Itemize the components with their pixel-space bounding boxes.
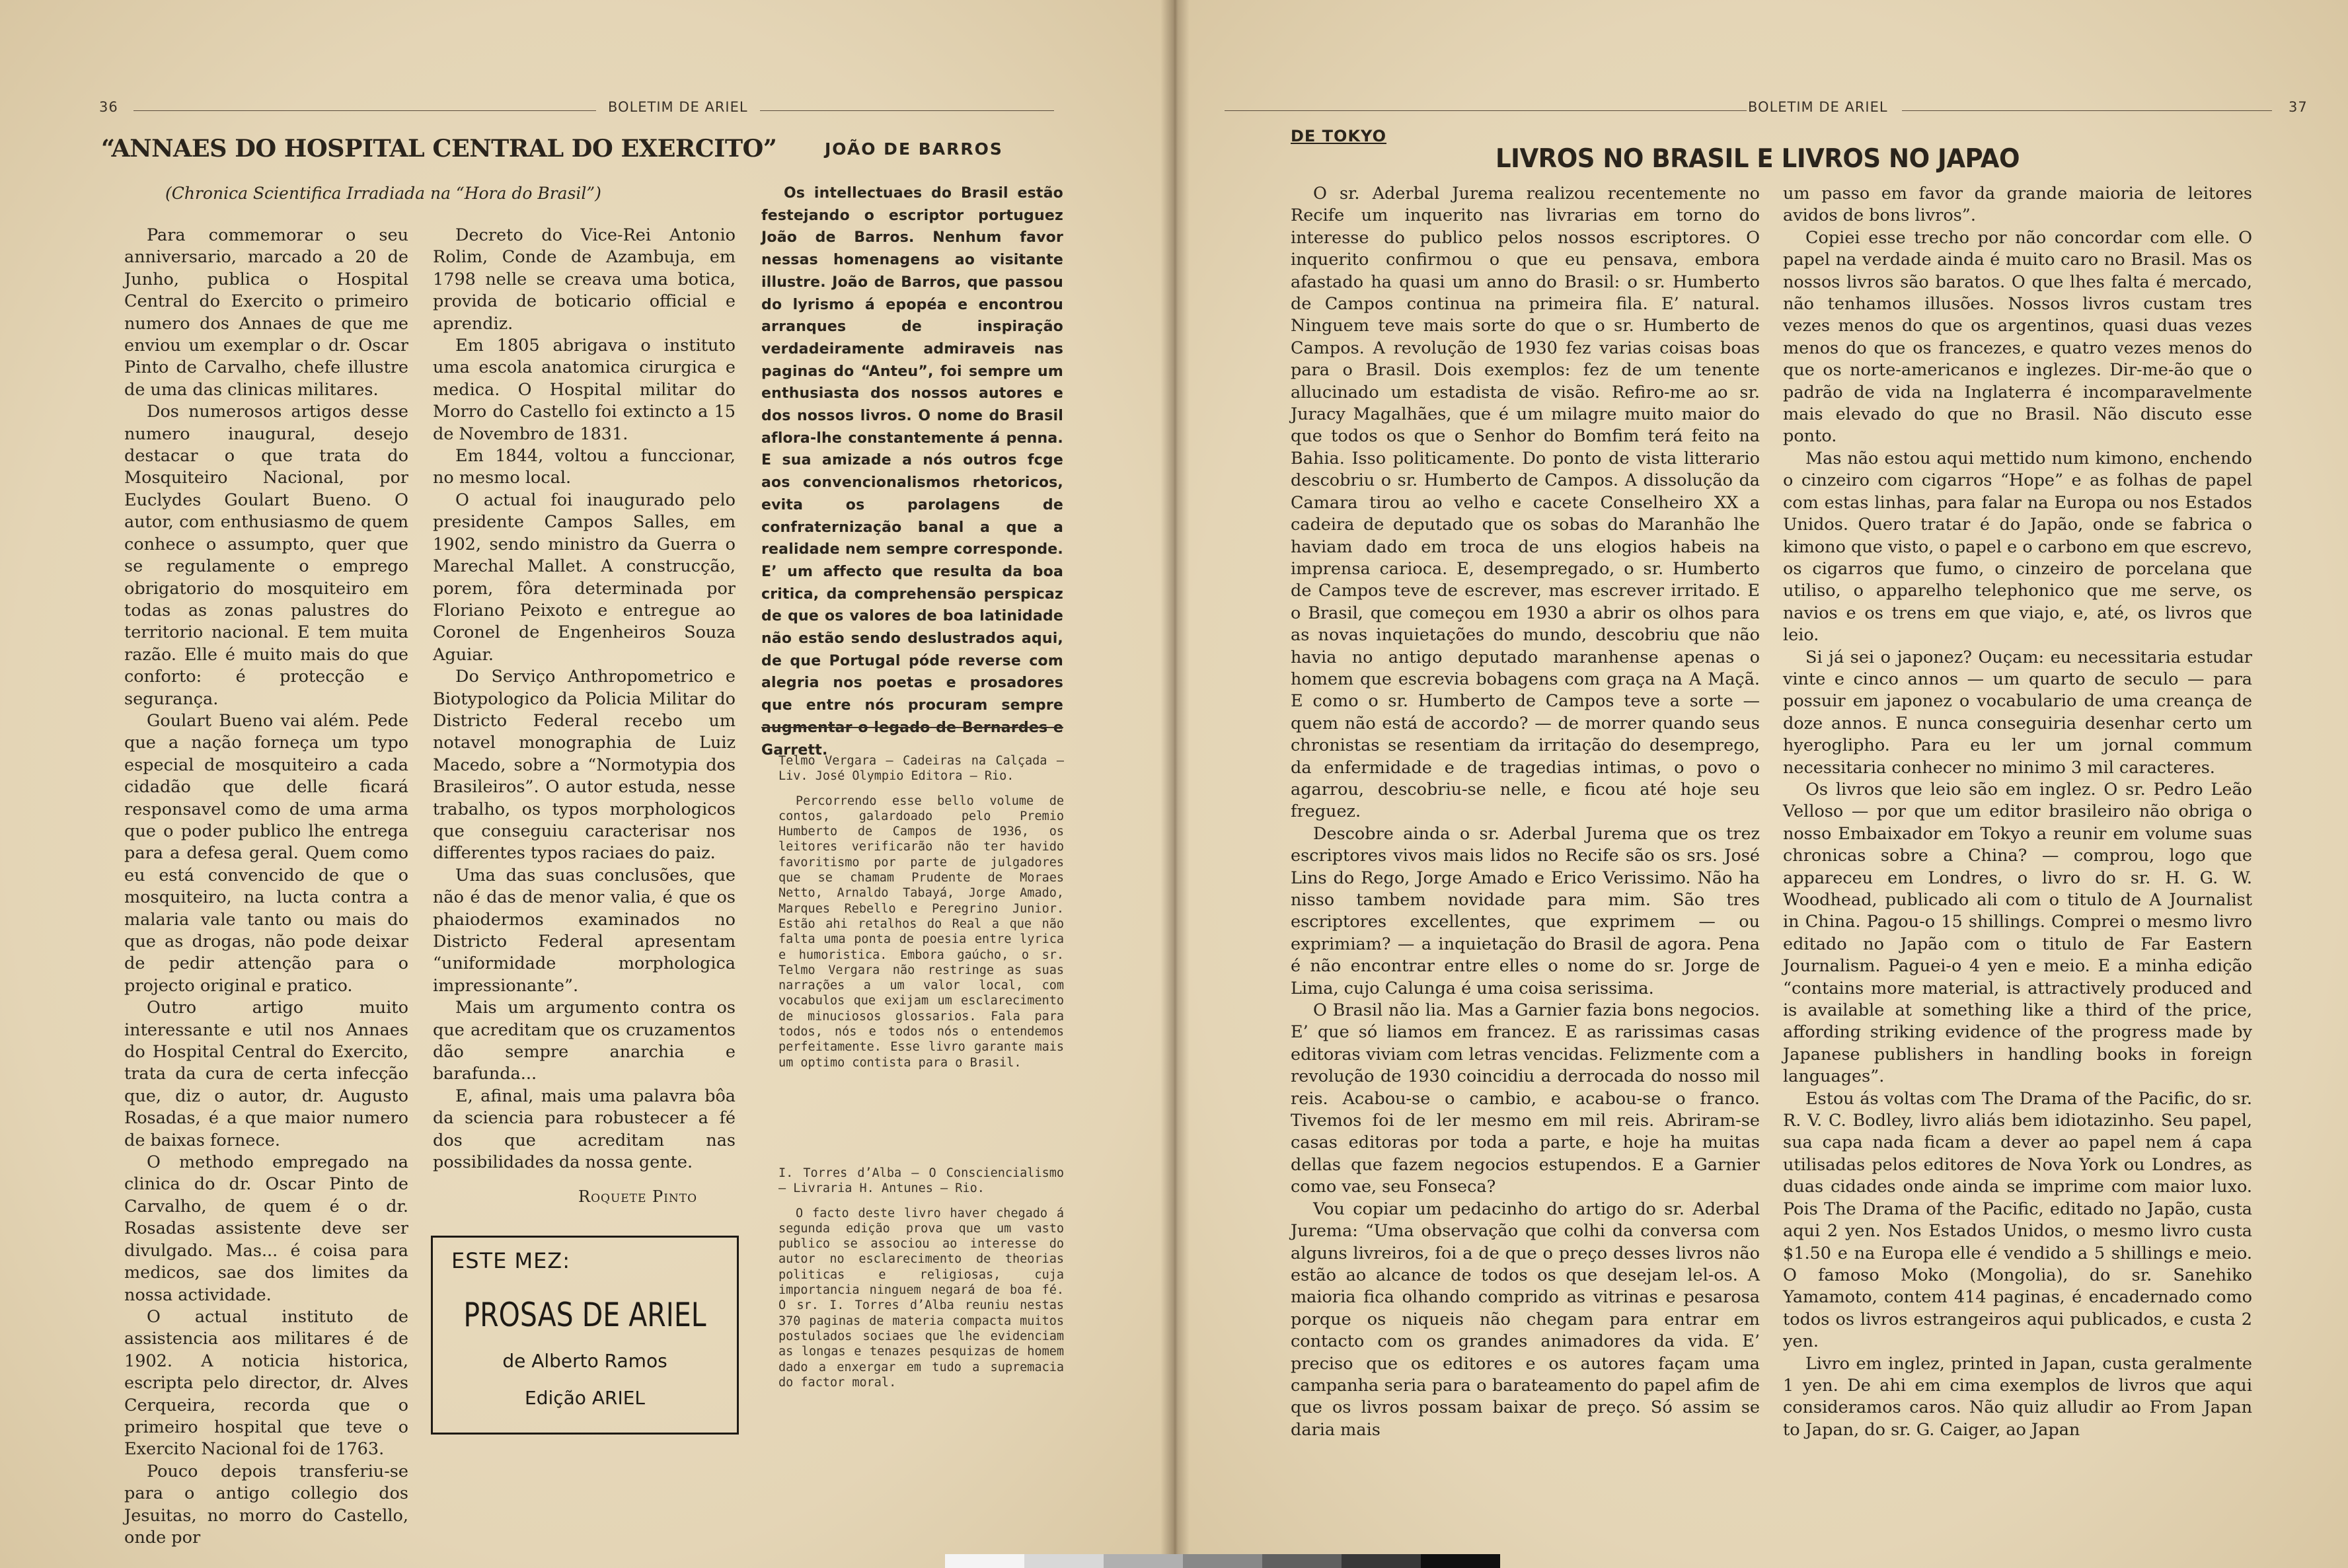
paragraph: O actual instituto de assistencia aos militares é de 1902. A noticia historica, escripta pelo director, dr. Alves Cerqueira, recorda que o primeiro hospital que teve o Exercito Nacional foi de 1763.	[124, 1306, 408, 1460]
page-number-right: 37	[2289, 99, 2308, 115]
ad-box-prosas-de-ariel	[431, 1236, 739, 1435]
annaes-column-1	[124, 225, 408, 1549]
divider	[761, 727, 1063, 728]
article-title-joao-de-barros: JOÃO DE BARROS	[825, 139, 1003, 159]
ad-line-author: de Alberto Ramos	[502, 1350, 667, 1372]
paragraph: O sr. Aderbal Jurema realizou recentemente no Recife um inquerito nas livrarias em torno do interesse do publico pelos nossos escriptores. O inquerito confirmou o que eu pensava, embora afastado ha quasi um anno do Brasil: o sr. Humberto de Campos continua na primeira fila. E’ natural. Ninguem teve mais sorte do que o sr. Humberto de Campos. A revolução de 1930 fez varias coisas boas para o Brasil. Dois exemplos: fez de um tenente allucinado um estadista de visão. Refiro-me ao sr. Juracy Magalhães, que é um milagre muito maior do que todos os que o Senhor do Bomfim terá feito na Bahia. Isso politicamente. Do ponto de vista litterario descobriu o sr. Humberto de Campos. A dissolução da Camara tirou ao velho e cacete Conselheiro XX a cadeira de deputado que os sobas do Maranhão lhe haviam dado em troca de uns elogios habeis na imprensa carioca. E, desempregado, o sr. Humberto de Campos teve de escrever, mas escrever irritado. E o Brasil, que começou em 1930 a abrir os olhos para as novas inquietações do mundo, descobriu que não havia no antigo deputado maranhense apenas o homem que escrevia bobagens com graça na A Maçã. E como o sr. Humberto de Campos teve a sorte — quem não está de accordo? — de morrer quando seus chronistas se resentiam da irritação do desemprego, da enfermidade e de tragedias intimas, o povo o agarrou, descobriu-se nelle, e ficou até hoje seu freguez.	[1291, 184, 1760, 822]
livros-column-2	[1783, 183, 2252, 1441]
paragraph: E, afinal, mais uma palavra bôa da sciencia para robustecer a fé dos que acreditam nas possibilidades da nossa gente.	[433, 1086, 736, 1173]
page-number-left: 36	[99, 99, 118, 115]
paragraph: O Brasil não lia. Mas a Garnier fazia bons negocios. E’ que só liamos em francez. E as rarissimas casas editoras viviam com letras vencidas. Felizmente com a revolução de 1930 coincidiu a derrocada do nosso mil reis. Acabou-se o cambio, e acabou-se o franco. Tivemos foi de ler mesmo em mil reis. Abriram-se casas editoras por toda a parte, e hoje ha muitas dellas que fazem negocios estupendos. E a Garnier como vae, seu Fonseca?	[1291, 1000, 1760, 1197]
paragraph: Livro em inglez, printed in Japan, custa geralmente 1 yen. De ahi em cima exemplos de livros que aqui consideramos caros. Não quiz alludir ao From Japan to Japan, do sr. G. Caiger, ao Japan	[1783, 1353, 2252, 1440]
paragraph: Do Serviço Anthropometrico e Biotypologico da Policia Militar do Districto Federal recebo um notavel monographia de Luiz Macedo, sobre a “Normotypia dos Brasileiros”. O autor estuda, nesse trabalho, os typos morphologicos que conseguiu caracterisar nos differentes typos raciaes do paiz.	[433, 667, 736, 864]
paragraph: O methodo empregado na clinica do dr. Oscar Pinto de Carvalho, de quem é o dr. Rosadas assistente deve ser divulgado. Mas... é coisa para medicos, sae dos limites da nossa actividade.	[124, 1152, 408, 1305]
ad-line-este-mez: ESTE MEZ:	[451, 1248, 570, 1273]
running-head-right	[1225, 96, 2308, 123]
paragraph: Uma das suas conclusões, que não é das de menor valia, é que os phaiodermos examinados no Districto Federal apresentam “uniformidade morphologica impressionante”.	[433, 865, 736, 996]
paragraph: Outro artigo muito interessante e util nos Annaes do Hospital Central do Exercito, trata da cura de certa infecção que, diz o autor, dr. Augusto Rosadas, é a que maior numero de baixas fornece.	[124, 998, 408, 1150]
paragraph: um passo em favor da grande maioria de leitores avidos de bons livros”.	[1783, 184, 2252, 226]
paragraph: Estou ás voltas com The Drama of the Pacific, do sr. R. V. C. Bodley, livro aliás bem idiotazinho. Seu papel, sua capa nada ficam a dever ao papel nem á capa utilisadas pelos editores de Nova York ou Londres, as duas cidades onde ainda se imprime com maior luxo. Pois The Drama of the Pacific, editado no Japão, custa aqui 2 yen. Nos Estados Unidos, o mesmo livro custa $1.50 e na Europa elle é vendido a 5 shillings e meio. O famoso Moko (Mongolia), do sr. Sanehiko Yamamoto, contem 414 paginas, é encadernado como todos os livros estrangeiros aqui publicados, e custa 2 yen.	[1783, 1088, 2252, 1352]
review-heading: Telmo Vergara — Cadeiras na Calçada — Liv. José Olympio Editora — Rio.	[778, 754, 1064, 784]
paragraph: Mas não estou aqui mettido num kimono, enchendo o cinzeiro com cigarros “Hope” e as folhas de papel com estas linhas, para falar na Europa ou nos Estados Unidos. Quero tratar é do Japão, onde se fabrica o kimono que visto, o papel e o carbono em que escrevo, os cigarros que fumo, o cinzeiro de porcelana que utiliso, o apparelho telephonico que me serve, os navios e os trens em que viajo, e, até, os livros que leio.	[1783, 448, 2252, 646]
review-heading: I. Torres d’Alba — O Consciencialismo — Livraria H. Antunes — Rio.	[778, 1166, 1064, 1196]
running-head-title-left: BOLETIM DE ARIEL	[608, 99, 748, 115]
paragraph: Os livros que leio são em inglez. O sr. Pedro Leão Velloso — por que um editor brasileiro não obriga o nosso Embaixador em Tokyo a reunir em volume suas chronicas sobre a China? — comprou, logo que appareceu em Londres, o livro do sr. H. G. W. Woodhead, publicado ali com o titulo de A Journalist in China. Pagou-o 15 shillings. Comprei o mesmo livro editado no Japão com o titulo de Far Eastern Journalism. Paguei-o 4 yen e meio. E a minha edição “contains more material, is attractively produced and is available at something like a third of the price, affording striking evidence of the progress made by Japanese publishers in handling books in foreign languages”.	[1783, 779, 2252, 1087]
paragraph: Copiei esse trecho por não concordar com elle. O papel na verdade ainda é muito caro no Brasil. Mas os nossos livros são baratos. O que lhes falta é mercado, não tenhamos illusões. Nossos livros custam tres vezes menos do que os argentinos, quasi duas vezes menos do que os francezes, e quatro vezes menos do que os norte-americanos e inglezes. Dir-me-ão que o padrão de vida na Inglaterra é incomparavelmente mais elevado do que no Brasil. Não discuto esse ponto.	[1783, 227, 2252, 447]
paragraph: Descobre ainda o sr. Aderbal Jurema que os trez escriptores vivos mais lidos no Recife são os srs. José Lins do Rego, Jorge Amado e Erico Verissimo. Não ha nisso tambem novidade para mim. São tres escriptores excellentes, que exprimem — ou exprimiam? — a inquietação do Brasil de agora. Pena é não encontrar entre elles o nome do sr. Jorge de Lima, cujo Calunga é uma coisa serissima.	[1291, 823, 1760, 998]
ad-line-prosas-de-ariel: PROSAS DE ARIEL	[463, 1296, 706, 1334]
review-body: O facto deste livro haver chegado á segunda edição prova que um vasto publico se associou ao interesse do autor no esclarecimento de theorias politicas e religiosas, cuja importancia ninguem negará de boa fé. O sr. I. Torres d’Alba reuniu nestas 370 paginas de materia compacta muitos postulados sociaes que lhe evidenciam as longas e tenazes pesquizas de homem dado a enxergar em tudo a supremacia do factor moral.	[778, 1206, 1064, 1390]
paragraph: Vou copiar um pedacinho do artigo do sr. Aderbal Jurema: “Uma observação que colhi da conversa com alguns livreiros, foi a de que o preço desses livros não estão ao alcance de todos os que desejam lel-os. A maioria fica olhando comprido as vitrinas e pesarosa porque os niqueis não chegam para entrar em contacto com os grandes animadores da vida. E’ preciso que os editores e os autores façam uma campanha seria para o barateamento do papel afim de que os livros possam baixar de preço. Só assim se daria mais	[1291, 1199, 1760, 1440]
review-telmo-vergara	[778, 753, 1064, 1070]
paragraph: Em 1844, voltou a funccionar, no mesmo local.	[433, 446, 736, 488]
signature-roquete-pinto: Roquete Pinto	[578, 1187, 698, 1206]
joao-de-barros-body: Os intellectuaes do Brasil estão festejando o escriptor portuguez João de Barros. Nenhum favor nessas homenagens ao visitante illustre. João de Barros, que passou do lyrismo á epopéa e encontrou arranques de inspiração verdadeiramente admiraveis nas paginas do “Anteu”, foi sempre um enthusiasta dos nossos autores e dos nossos livros. O nome do Brasil aflora-lhe constantemente á penna. E sua amizade a nós outros fcge aos convencionalismos rhetoricos, evita os parolagens de confraternização banal a que a realidade nem sempre corresponde. E’ um affecto que resulta da boa critica, da comprehensão perspicaz de que os valores de boa latinidade não estão sendo deslustrados aqui, de que Portugal póde reverse com alegria nos poetas e prosadores que entre nós procuram sempre augmentar o legado de Bernardes e Garrett.	[761, 185, 1063, 759]
article-title-annaes: “ANNAES DO HOSPITAL CENTRAL DO EXERCITO”	[101, 134, 777, 163]
paragraph: O actual foi inaugurado pelo presidente Campos Salles, em 1902, sendo ministro da Guerra o Marechal Mallet. A construcção, porem, fôra determinada por Floriano Peixoto e entregue ao Coronel de Engenheiros Souza Aguiar.	[433, 490, 736, 665]
right-page	[1175, 0, 2348, 1568]
ad-line-edicao: Edição ARIEL	[525, 1387, 645, 1409]
annaes-column-2	[433, 225, 736, 1174]
review-body: Percorrendo esse bello volume de contos, galardoado pelo Premio Humberto de Campos de 1936, os leitores verificarão não ter havido favoritismo por parte de julgadores que se chamam Prudente de Moraes Netto, Arnaldo Tabayá, Jorge Amado, Marques Rebello e Peregrino Junior. Estão ahi retalhos do Real a que não falta uma ponta de poesia entre lyrica e humoristica. Embora gaúcho, o sr. Telmo Vergara não restringe as suas narrações a um valor local, com vocabulos que exijam um esclarecimento de minuciosos glossarios. Fala para todos, nós e todos nós o entendemos perfeitamente. Esse livro garante mais um optimo contista para o Brasil.	[778, 794, 1064, 1070]
paragraph: Dos numerosos artigos desse numero inaugural, desejo destacar o que trata do Mosquiteiro Nacional, por Euclydes Goulart Bueno. O autor, com enthusiasmo de quem conhece o assumpto, quer que se regulamente o emprego obrigatorio do mosquiteiro em todas as zonas palustres do territorio nacional. E tem muita razão. Elle é muito mais do que conforto: é protecção e segurança.	[124, 402, 408, 709]
paragraph: Em 1805 abrigava o instituto uma escola anatomica cirurgica e medica. O Hospital militar do Morro do Castello foi extincto a 15 de Novembro de 1831.	[433, 336, 736, 444]
running-head-title-right: BOLETIM DE ARIEL	[1748, 99, 1888, 115]
paragraph: Decreto do Vice-Rei Antonio Rolim, Conde de Azambuja, em 1798 nelle se creava uma botica, provida de boticario official e aprendiz.	[433, 225, 736, 334]
paragraph: Goulart Bueno vai além. Pede que a nação forneça um typo especial de mosquiteiro a cada cidadão que delle ficará responsavel como de uma arma que o poder publico lhe entrega para a defesa geral. Quem como eu está convencido de que o mosquiteiro, na lucta contra a malaria vale tanto ou mais do que as drogas, não pode deixar de pedir attenção para o projecto original e pratico.	[124, 710, 408, 996]
paragraph: Si já sei o japonez? Ouçam: eu necessitaria estudar vinte e cinco annos — um quarto de seculo — para possuir em japonez o vocabulario de uma creança de doze annos. E nunca conseguiria desenhar certo um hyeroglipho. Para eu ler um jornal commum necessitaria conhecer no minimo 3 mil caracteres.	[1783, 647, 2252, 778]
kicker-de-tokyo: DE TOKYO	[1291, 127, 1386, 145]
review-torres-dalba	[778, 1166, 1064, 1390]
article-subtitle-annaes: (Chronica Scientifica Irradiada na “Hora do Brasil”)	[165, 184, 601, 203]
livros-column-1	[1291, 183, 1760, 1441]
article-title-livros: LIVROS NO BRASIL E LIVROS NO JAPAO	[1496, 144, 2020, 174]
running-head-left	[99, 96, 1054, 123]
paragraph: Mais um argumento contra os que acreditam que os cruzamentos dão sempre anarchia e barafunda...	[433, 998, 736, 1084]
paragraph: Para commemorar o seu anniversario, marcado a 20 de Junho, publica o Hospital Central do Exercito o primeiro numero dos Annaes de que me enviou um exemplar o dr. Oscar Pinto de Carvalho, chefe illustre de uma das clinicas militares.	[124, 225, 408, 400]
paragraph: Pouco depois transferiu-se para o antigo collegio dos Jesuitas, no morro do Castello, onde por	[124, 1461, 408, 1548]
